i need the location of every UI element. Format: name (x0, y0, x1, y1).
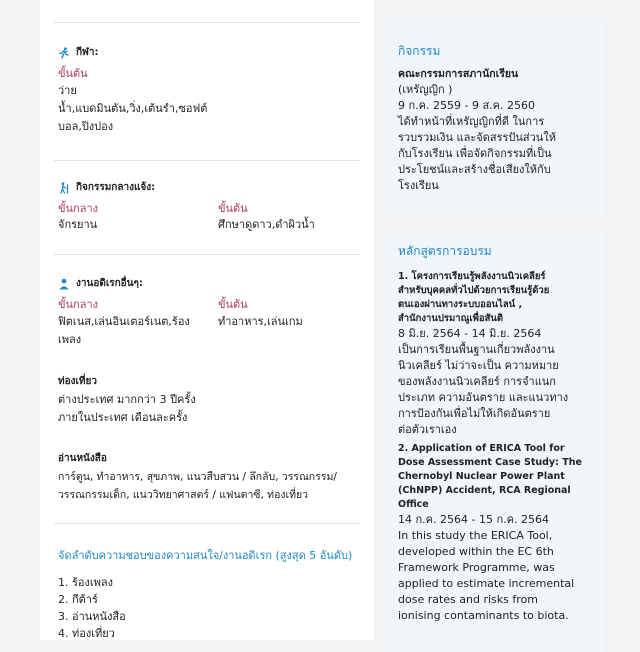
sports-level: ขั้นต้น (58, 67, 88, 80)
outdoor-header (58, 180, 155, 195)
reading-line-1: การ์ตูน, ทำอาหาร, สุขภาพ, แนวสืบสวน / ลึกลับ, วรรณกรรม/ (58, 471, 337, 483)
activities-body (398, 66, 592, 194)
course-1-name-3: ตนเองผ่านทางระบบออนไลน์ , (398, 299, 523, 310)
other-title: งานอดิเรกอื่นๆ: (76, 278, 143, 289)
course-1-desc-4: ประเภท ความอันตราย และแนวทาง (398, 391, 569, 404)
ranking-item: 4. ท่องเที่ยว (58, 627, 115, 640)
running-icon (58, 47, 70, 59)
course-2-desc-5: dose rates and risks from (398, 593, 538, 606)
course-2-dates: 14 ก.ค. 2564 - 15 ก.ค. 2564 (398, 513, 549, 526)
ranking-list (58, 574, 126, 642)
travel-line-1: ต่างประเทศ มากกว่า 3 ปีครั้ง (58, 393, 196, 406)
travel-line-2: ภายในประเทศ เดือนละครั้ง (58, 411, 188, 424)
other-level-1: ขั้นกลาง (58, 298, 98, 311)
courses-card (382, 232, 604, 652)
course-2-name-2: Dose Assessment Case Study: The (398, 457, 582, 468)
course-2-desc-2: developed within the EC 6th (398, 545, 554, 558)
sports-title: กีฬา: (76, 47, 99, 58)
course-1-name-2: สำหรับบุคคลทั่วไปด้วยการเรียนรู้ด้วย (398, 285, 550, 296)
course-1-desc-6: ต่อตัวเราเอง (398, 423, 457, 436)
course-1-desc-2: นิวเคลียร์ ไม่ว่าจะเป็น ความหมาย (398, 359, 559, 372)
course-2-desc-4: applied to estimate incremental (398, 577, 575, 590)
outdoor-text-1: จักรยาน (58, 218, 98, 231)
course-item-1 (398, 270, 592, 438)
course-1-desc-3: ของพลังงานนิวเคลียร์ การจำแนก (398, 375, 556, 388)
reading-title: อ่านหนังสือ (58, 453, 107, 464)
other-text-2: ทำอาหาร,เล่นเกม (218, 315, 303, 328)
outdoor-level-1: ขั้นกลาง (58, 202, 98, 215)
reading-line-2: วรรณกรรมเด็ก, แนววิทยาศาสตร์ / แฟนตาซี, ท่องเที่ยว (58, 489, 309, 501)
divider (54, 523, 360, 524)
activities-desc-1: ได้ทำหน้าที่เหรัญญิกที่ดี ในการ (398, 115, 545, 128)
person-icon (58, 278, 70, 290)
activities-org: คณะกรรมการสภานักเรียน (398, 68, 519, 80)
interests-card (40, 0, 374, 640)
outdoor-title: กิจกรรมกลางแจ้ง: (76, 182, 156, 193)
course-2-desc-3: Framework Programme, was (398, 561, 555, 574)
course-1-desc-1: เป็นการเรียนพื้นฐานเกี่ยวพลังงาน (398, 343, 555, 356)
activities-title: กิจกรรม (398, 44, 441, 58)
activities-desc-3: กับโรงเรียน เพื่อจัดกิจกรรมที่เป็น (398, 147, 552, 160)
course-2-name-5: Office (398, 499, 429, 510)
sports-line-3: บอล,ปิงปอง (58, 120, 114, 133)
course-1-desc-5: การป้องกันเพื่อไม่ให้เกิดอันตราย (398, 407, 551, 420)
course-1-name-1: 1. โครงการเรียนรู้พลังงานนิวเคลียร์ (398, 271, 546, 282)
divider (54, 22, 360, 23)
activities-card (382, 20, 604, 218)
ranking-item: 2. กีต้าร์ (58, 593, 98, 606)
ranking-item: 1. ร้องเพลง (58, 576, 113, 589)
sports-line-1: ว่าย (58, 84, 77, 97)
activities-desc-5: โรงเรียน (398, 179, 439, 192)
course-2-desc-1: In this study the ERICA Tool, (398, 529, 553, 542)
course-2-name-1: 2. Application of ERICA Tool for (398, 443, 565, 454)
course-item-2 (398, 442, 592, 624)
course-2-name-3: Chernobyl Nuclear Power Plant (398, 471, 565, 482)
outdoor-text-2: ศึกษาดูดาว,ดำผิวน้ำ (218, 218, 315, 231)
course-2-desc-6: ionising contaminants to biota. (398, 609, 569, 622)
divider (54, 254, 360, 255)
other-level-2: ขั้นต้น (218, 298, 248, 311)
activities-desc-2: รวบรวมเงิน และจัดสรรปันส่วนให้ (398, 131, 556, 144)
ranking-title: จัดลำดับความชอบของความสนใจ/งานอดิเรก (สูงสุด 5 อันดับ) (58, 549, 353, 562)
activities-dates: 9 ก.ค. 2559 - 9 ส.ค. 2560 (398, 99, 536, 112)
courses-body (398, 270, 592, 624)
hiking-icon (58, 182, 70, 194)
course-2-name-4: (ChNPP) Accident, RCA Regional (398, 485, 571, 496)
other-text-1a: ฟิตเนส,เล่นอินเตอร์เนต,ร้อง (58, 315, 190, 328)
courses-title: หลักสูตรการอบรม (398, 244, 492, 258)
outdoor-level-2: ขั้นต้น (218, 202, 248, 215)
course-1-name-4: สำนักงานปรมาณูเพื่อสันติ (398, 313, 504, 324)
sports-line-2: น้ำ,แบดมินตัน,วิ่ง,เต้นรำ,ซอฟต์ (58, 102, 208, 115)
sports-header (58, 45, 99, 60)
activities-role: (เหรัญญิก ) (398, 83, 453, 96)
other-header (58, 276, 143, 291)
ranking-item: 3. อ่านหนังสือ (58, 610, 126, 623)
travel-title: ท่องเที่ยว (58, 376, 97, 387)
activities-desc-4: ประโยชน์และสร้างชื่อเสียงให้กับ (398, 163, 551, 176)
divider (54, 160, 360, 161)
course-1-dates: 8 มิ.ย. 2564 - 14 มิ.ย. 2564 (398, 327, 542, 340)
other-text-1b: เพลง (58, 333, 82, 346)
